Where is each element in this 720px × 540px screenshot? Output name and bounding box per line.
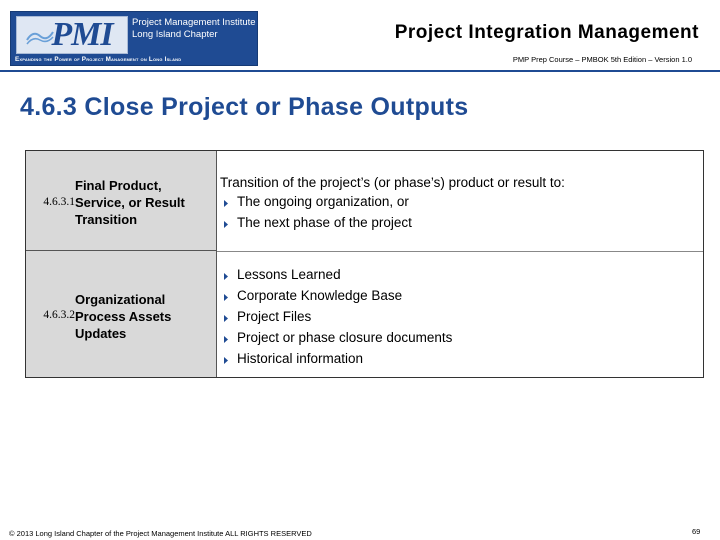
output-label-cell [26,151,217,251]
output-bullet-list [220,191,412,233]
list-item [220,327,452,348]
output-number: 4.6.3.2 [43,309,75,321]
pmi-logo [10,11,258,66]
small-arrow-bullet-icon [223,273,229,280]
output-detail-cell [220,252,703,377]
table-row [26,252,703,377]
output-name [75,291,215,342]
logo-org-name [132,17,256,41]
list-item [220,212,412,233]
list-item [220,306,452,327]
bullet-text: The ongoing organization, or [237,194,409,209]
logo-tagline: Expanding the Power of Project Management on Long Island [15,56,182,63]
list-item [220,264,452,285]
output-intro: Transition of the project’s (or phase’s) product or result to: [220,175,565,190]
list-item [220,285,452,306]
bullet-text: Lessons Learned [237,267,341,282]
page-number: 69 [692,527,701,536]
output-name-line: Transition [75,212,138,227]
small-arrow-bullet-icon [223,336,229,343]
logo-org-line-1: Project Management Institute [132,17,256,28]
output-detail-cell [220,151,703,251]
small-arrow-bullet-icon [223,357,229,364]
logo-org-line-2: Long Island Chapter [132,29,218,40]
footer-copyright: © 2013 Long Island Chapter of the Project Management Institute ALL RIGHTS RESERVED [9,529,312,538]
output-name-line: Process Assets [75,309,172,324]
table-row [26,151,703,252]
outputs-table [25,150,704,378]
bullet-text: Historical information [237,351,364,366]
bullet-text: Project Files [237,309,312,324]
header-title: Project Integration Management [394,22,699,43]
small-arrow-bullet-icon [223,221,229,228]
header-subtitle: PMP Prep Course – PMBOK 5th Edition – Version 1.0 [512,55,692,64]
logo-mark-text: PMI [51,16,113,53]
pmi-logo-mark [16,16,128,54]
output-number: 4.6.3.1 [43,196,75,208]
output-name [75,177,215,228]
output-name-line: Updates [75,326,127,341]
bullet-text: Corporate Knowledge Base [237,288,403,303]
output-bullet-list [220,264,452,369]
header-divider [0,70,720,72]
output-name-line: Final Product, [75,178,162,193]
small-arrow-bullet-icon [223,315,229,322]
output-label-cell [26,251,217,377]
small-arrow-bullet-icon [223,294,229,301]
bullet-text: Project or phase closure documents [237,330,453,345]
slide-heading: 4.6.3 Close Project or Phase Outputs [20,93,469,121]
list-item [220,348,452,369]
small-arrow-bullet-icon [223,200,229,207]
bullet-text: The next phase of the project [237,215,412,230]
output-name-line: Service, or Result [75,195,185,210]
output-name-line: Organizational [75,292,166,307]
list-item [220,191,412,212]
